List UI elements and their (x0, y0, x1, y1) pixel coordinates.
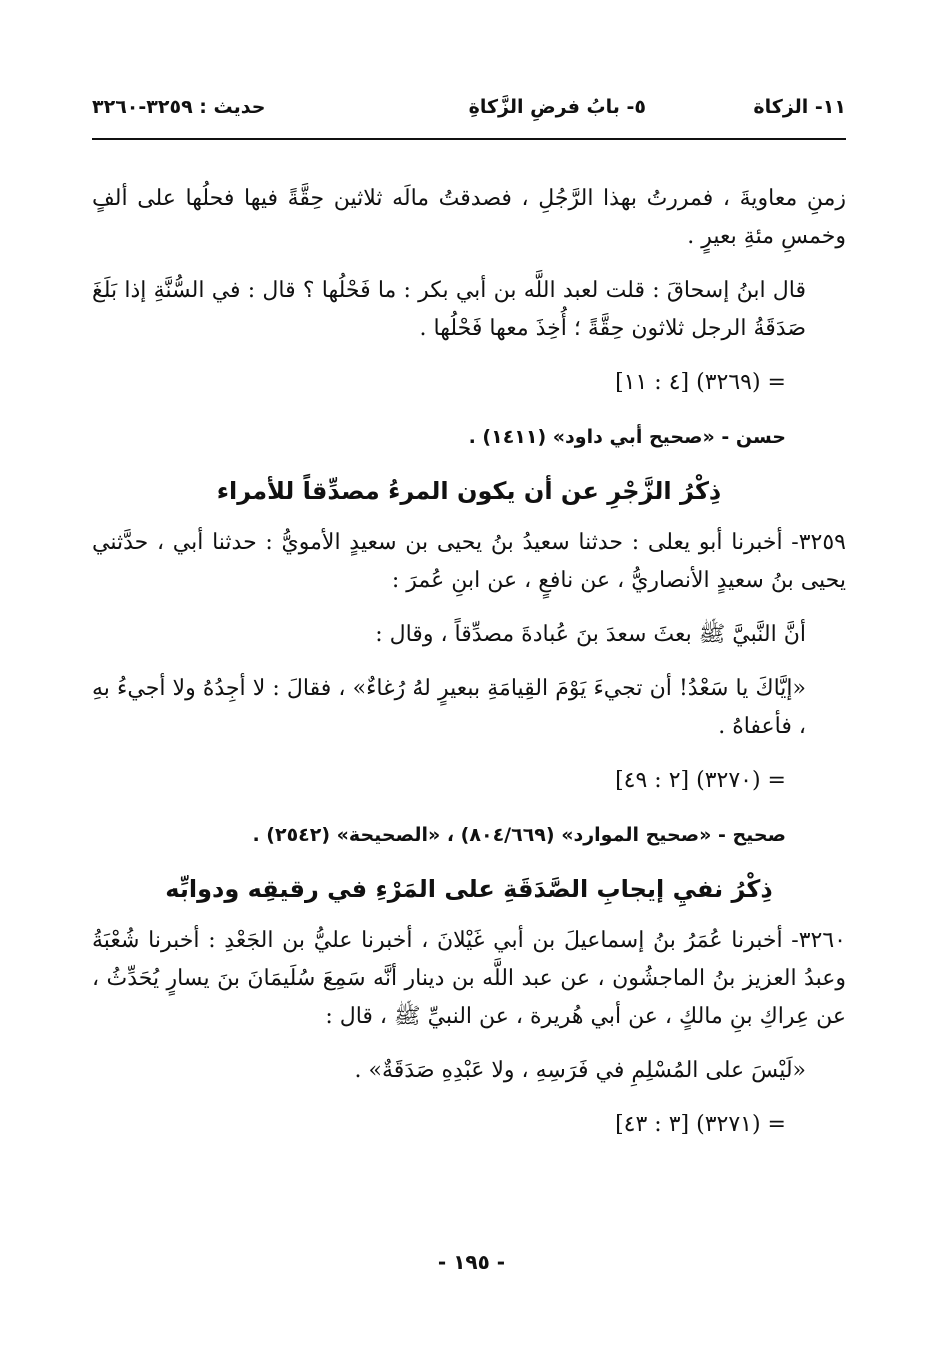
section-title: ٥- بابُ فرضِ الزَّكاةِ (468, 96, 646, 118)
paragraph: قال ابنُ إسحاقَ : قلت لعبد اللَّه بن أبي بكر : ما فَحْلُها ؟ قال : في السُّنَّةِ إذا بَلَغَ صَدَقَةُ الرجل ثلاثون حِقَّةً ؛ أُخِذَ معها فَحْلُها . (92, 278, 806, 341)
header-rule (92, 138, 846, 140)
section-heading: ذِكْرُ الزَّجْرِ عن أن يكون المرءُ مصدِّقاً للأمراء (216, 477, 722, 505)
hadith-isnad: ٣٢٦٠- أخبرنا عُمَرُ بنُ إسماعيلَ بن أبي غَيْلانَ ، أخبرنا عليُّ بن الجَعْدِ : أخبرنا شُعْبَةُ وعبدُ العزيز بنُ الماجشُون ، عن عبد اللَّه بن دينار أنَّه سَمِعَ سُلَيمَانَ بنَ يسارٍ يُحَدِّثُ ، عن عِراكِ بنِ مالكٍ ، عن أبي هُريرة ، عن النبيِّ ﷺ ، قال : (92, 928, 846, 1029)
hadith-isnad: ٣٢٥٩- أخبرنا أبو يعلى : حدثنا سعيدُ بنُ يحيى بن سعيدٍ الأمويُّ : حدثنا أبي ، حدَّثني يحيى بنُ سعيدٍ الأنصاريُّ ، عن نافعٍ ، عن ابنِ عُمرَ : (92, 530, 846, 593)
reference-line: = (٣٢٧٠) [٢ : ٤٩] (615, 768, 786, 793)
hadith-text: «لَيْسَ على المُسْلِمِ في فَرَسِهِ ، ولا عَبْدِهِ صَدَقَةٌ» . (354, 1058, 806, 1083)
page-body (92, 180, 846, 1160)
running-header (92, 96, 846, 126)
page-number: - ١٩٥ - (437, 1250, 506, 1274)
grading-line: صحيح - «صحيح الموارد» (٨٠٤/٦٦٩) ، «الصحيحة» (٢٥٤٢) . (252, 824, 786, 846)
chapter-title: ١١- الزكاة (753, 96, 846, 118)
paragraph: زمنِ معاويةَ ، فمررتُ بهذا الرَّجُلِ ، فصدقتُ مالَه ثلاثين حِقَّةً فيها فحلُها على ألفٍ وخمسِ مئةِ بعيرٍ . (92, 186, 846, 249)
hadith-text: أنَّ النَّبيَّ ﷺ بعثَ سعدَ بنَ عُبادةَ مصدِّقاً ، وقال : (375, 622, 806, 647)
hadith-range: حديث : ٣٢٥٩-٣٢٦٠ (92, 96, 266, 118)
grading-line: حسن - «صحيح أبي داود» (١٤١١) . (468, 426, 786, 448)
reference-line: = (٣٢٦٩) [٤ : ١١] (615, 370, 786, 395)
reference-line: = (٣٢٧١) [٣ : ٤٣] (615, 1112, 786, 1137)
section-heading: ذِكْرُ نفيِ إيجابِ الصَّدَقَةِ على المَرْءِ في رقيقِه ودوابِّه (165, 875, 773, 903)
hadith-text: «إيَّاكَ يا سَعْدُ! أن تجيءَ يَوْمَ القِيامَةِ ببعيرٍ لهُ رُغاءٌ» ، فقالَ : لا أجِدُهُ ولا أجيءُ بهِ ، فأعفاهُ . (92, 676, 806, 739)
